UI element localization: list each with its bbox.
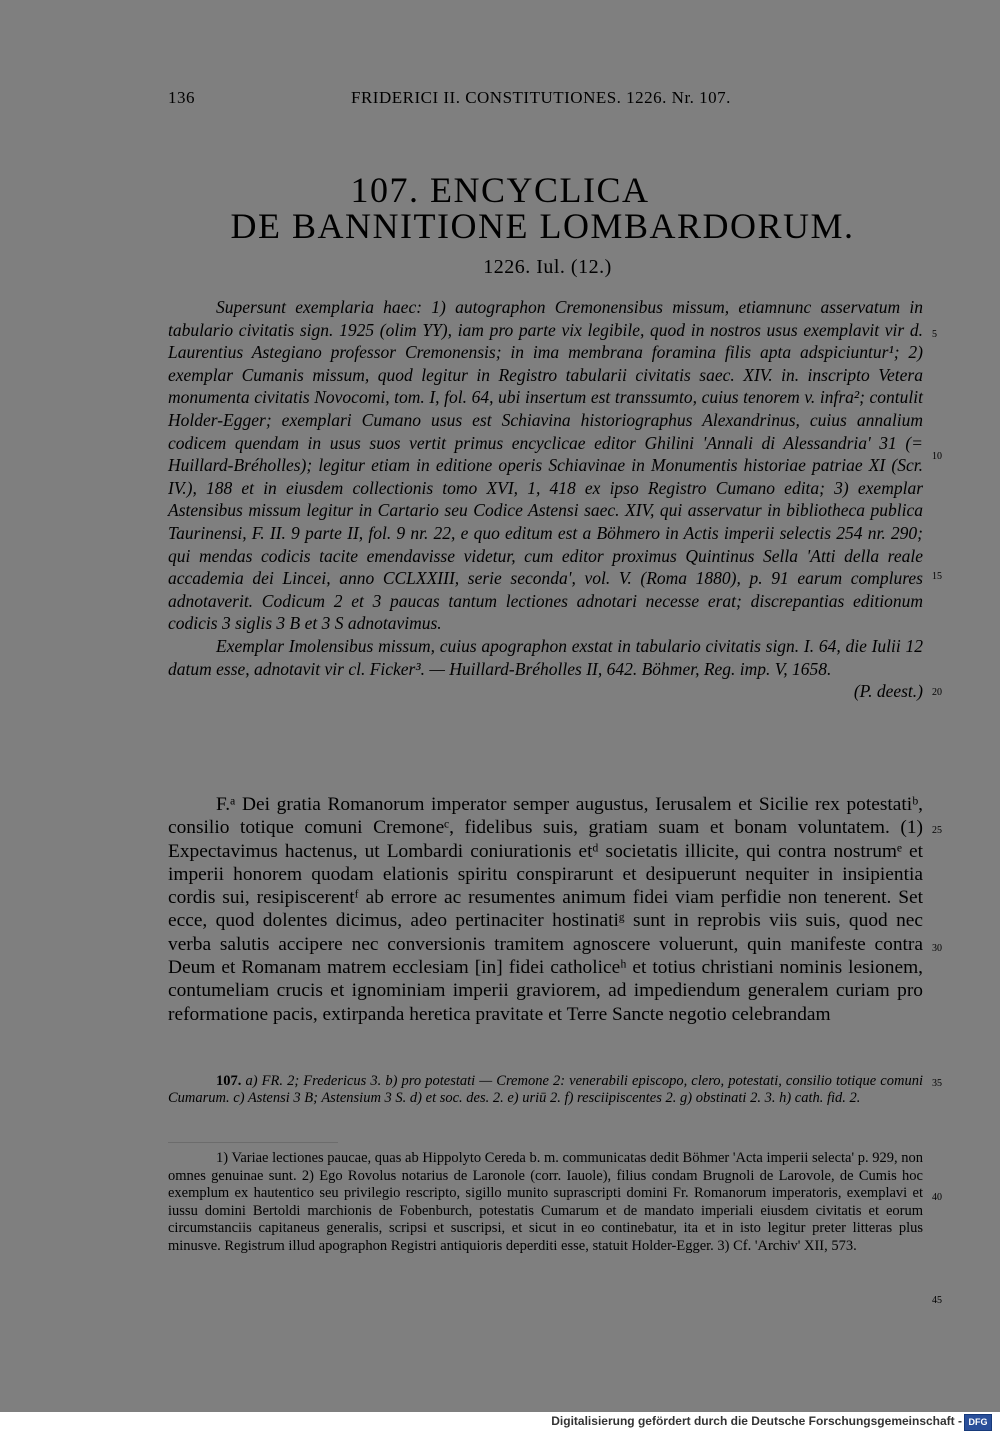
document-date: 1226. Iul. (12.) bbox=[483, 256, 612, 278]
line-number-5: 5 bbox=[932, 329, 937, 340]
line-number-15: 15 bbox=[932, 571, 942, 582]
intro-paragraph-2-right: (P. deest.) bbox=[853, 681, 923, 702]
line-number-45: 45 bbox=[932, 1295, 942, 1306]
document-title-line2: DE BANNITIONE LOMBARDORUM. bbox=[230, 206, 855, 246]
document-title-line1: 107. ENCYCLICA bbox=[350, 170, 650, 210]
editorial-introduction bbox=[168, 296, 923, 703]
dfg-logo[interactable]: DFG bbox=[964, 1414, 992, 1431]
running-title: FRIDERICI II. CONSTITUTIONES. 1226. Nr. 107. bbox=[351, 88, 731, 107]
line-number-30: 30 bbox=[932, 943, 942, 954]
line-number-20: 20 bbox=[932, 687, 942, 698]
main-text-paragraph: F.ᵃ Dei gratia Romanorum imperator semper augustus, Ierusalem et Sicilie rex potestatiᵇ, consilio totique comuni Cremoneᶜ, fidelibus suis, gratiam suam et bonam voluntatem. (1) Expectavimus hactenus, ut Lombardi coniurationis etᵈ societatis illicite, qui contra nostrumᵉ et imperii honorem quodam elationis spiritu conspirarunt et desipuerunt nequiter in insipientia cordis sui, resipiscerentᶠ ab errore ac resumentes animum fidei viam perfidie non tenerent. Set ecce, quod dolentes dicimus, adeo pertinaciter hostinatiᵍ sunt in reprobis viis suis, quod nec verba salutis accipere nec conversionis tramitem agnoscere voluerunt, quin manifeste contra Deum et Romanam matrem ecclesiam [in] fidei catholiceʰ et totius christiani nominis lesionem, contumeliam crucis et ignominiam imperii graviorem, ad impediendum generalem curiam pro reformatione pacis, extirpanda heretica pravitate et Terre Sancte negotio celebrandam bbox=[168, 794, 923, 1025]
intro-paragraph-1: Supersunt exemplaria haec: 1) autographon Cremonensibus missum, etiamnunc asservatum in tabulario civitatis sign. 1925 (olim YY), iam pro parte vix legibile, quod in nostros usus exemplavit vir d. Laurentius Astegiano professor Cremonensis; in ima membrana foramina filis apta adspiciuntur¹; 2) exemplar Cumanis missum, quod legitur in Registro tabularii civitatis saec. XIV. in. inscripto Vetera monumenta civitatis Novocomi, tom. I, fol. 64, ubi insertum est transsumto, cuius tenorem v. infra²; contulit Holder-Egger; exemplari Cumano usus est Schiavina historiographus Alexandrinus, cuius annalium codicem quendam in usus suos vertit primus encyclicae editor Ghilini 'Annali di Alessandria' 31 (= Huillard-Bréholles); legitur etiam in editione operis Schiavinae in Monumentis historiae patriae XI (Scr. IV.), 188 et in eiusdem collectionis tomo XVI, 1, 418 ex ipso Registro Cumano edita; 3) exemplar Astensibus missum legitur in Cartario seu Codice Astensi saec. XIV, qui asservatur in bibliotheca publica Taurinensi, F. II. 9 parte II, fol. 9 nr. 22, e quo editum est a Böhmero in Actis imperii selectis 254 nr. 290; qui mendas codicis tacite emendavisse videtur, cum editor proximus Quintinus Sella 'Atti della reale accademia dei Lincei, anno CCLXXIII, serie seconda', vol. V. (Roma 1880), p. 91 earum complures adnotaverit. Codicum 2 et 3 paucas tantum lectiones adnotari necesse erat; discrepantias editionum codicis 3 siglis 3 B et 3 S adnotavimus. bbox=[168, 297, 923, 634]
line-number-10: 10 bbox=[932, 451, 942, 462]
line-number-35: 35 bbox=[932, 1078, 942, 1089]
footnotes-paragraph: 1) Variae lectiones paucae, quas ab Hippolyto Cereda b. m. communicatas dedit Böhmer 'Acta imperii selecta' p. 929, non omnes genuinae sunt. 2) Ego Rovolus notarius de Laronole (corr. Iauole), filius condam Brugnoli de Larovole, de Cumis hoc exemplum ex hautentico seu privilegio rescripto, sigillo munito suprascripti domini Fr. Romanorum imperatoris, exemplavi et iussu domini Bertoldi marchionis de Fobenburch, potestatis Cumarum et de mandato imperiali eiusdem civitatis et eorum circumstanciis capitaneus generalis, scripsi et suscripsi, et sicut in eo continebatur, ita et in isto legitur preter litteras plus minusve. Registrum illud apographon Registri antiquioris deperditi esse, statuit Holder-Egger. 3) Cf. 'Archiv' XII, 573. bbox=[168, 1150, 923, 1254]
main-text bbox=[168, 793, 923, 1026]
funding-notice: Digitalisierung gefördert durch die Deutsche Forschungsgemeinschaft - bbox=[551, 1414, 962, 1428]
footnotes bbox=[168, 1150, 923, 1256]
apparatus-text: a) FR. 2; Fredericus 3. b) pro potestati — Cremone 2: venerabili episcopo, clero, potestati, consilio totique comuni Cumarum. c) Astensi 3 B; Astensium 3 S. d) et soc. des. 2. e) uriū 2. f) resciipiscentes 2. g) obstinati 2. 3. h) cath. fid. 2. bbox=[168, 1073, 923, 1106]
intro-paragraph-2-text: Exemplar Imolensibus missum, cuius apographon exstat in tabulario civitatis sign. I. 64, die Iulii 12 datum esse, adnotavit vir cl. Ficker³. — Huillard-Bréholles II, 642. Böhmer, Reg. imp. V, 1658. bbox=[168, 635, 923, 679]
critical-apparatus bbox=[168, 1073, 923, 1107]
line-number-25: 25 bbox=[932, 825, 942, 836]
page-number: 136 bbox=[168, 88, 195, 107]
apparatus-paragraph bbox=[168, 1073, 923, 1107]
line-number-40: 40 bbox=[932, 1192, 942, 1203]
intro-paragraph-2 bbox=[168, 635, 923, 702]
footnote-divider bbox=[168, 1142, 338, 1143]
apparatus-label: 107. bbox=[216, 1073, 242, 1089]
